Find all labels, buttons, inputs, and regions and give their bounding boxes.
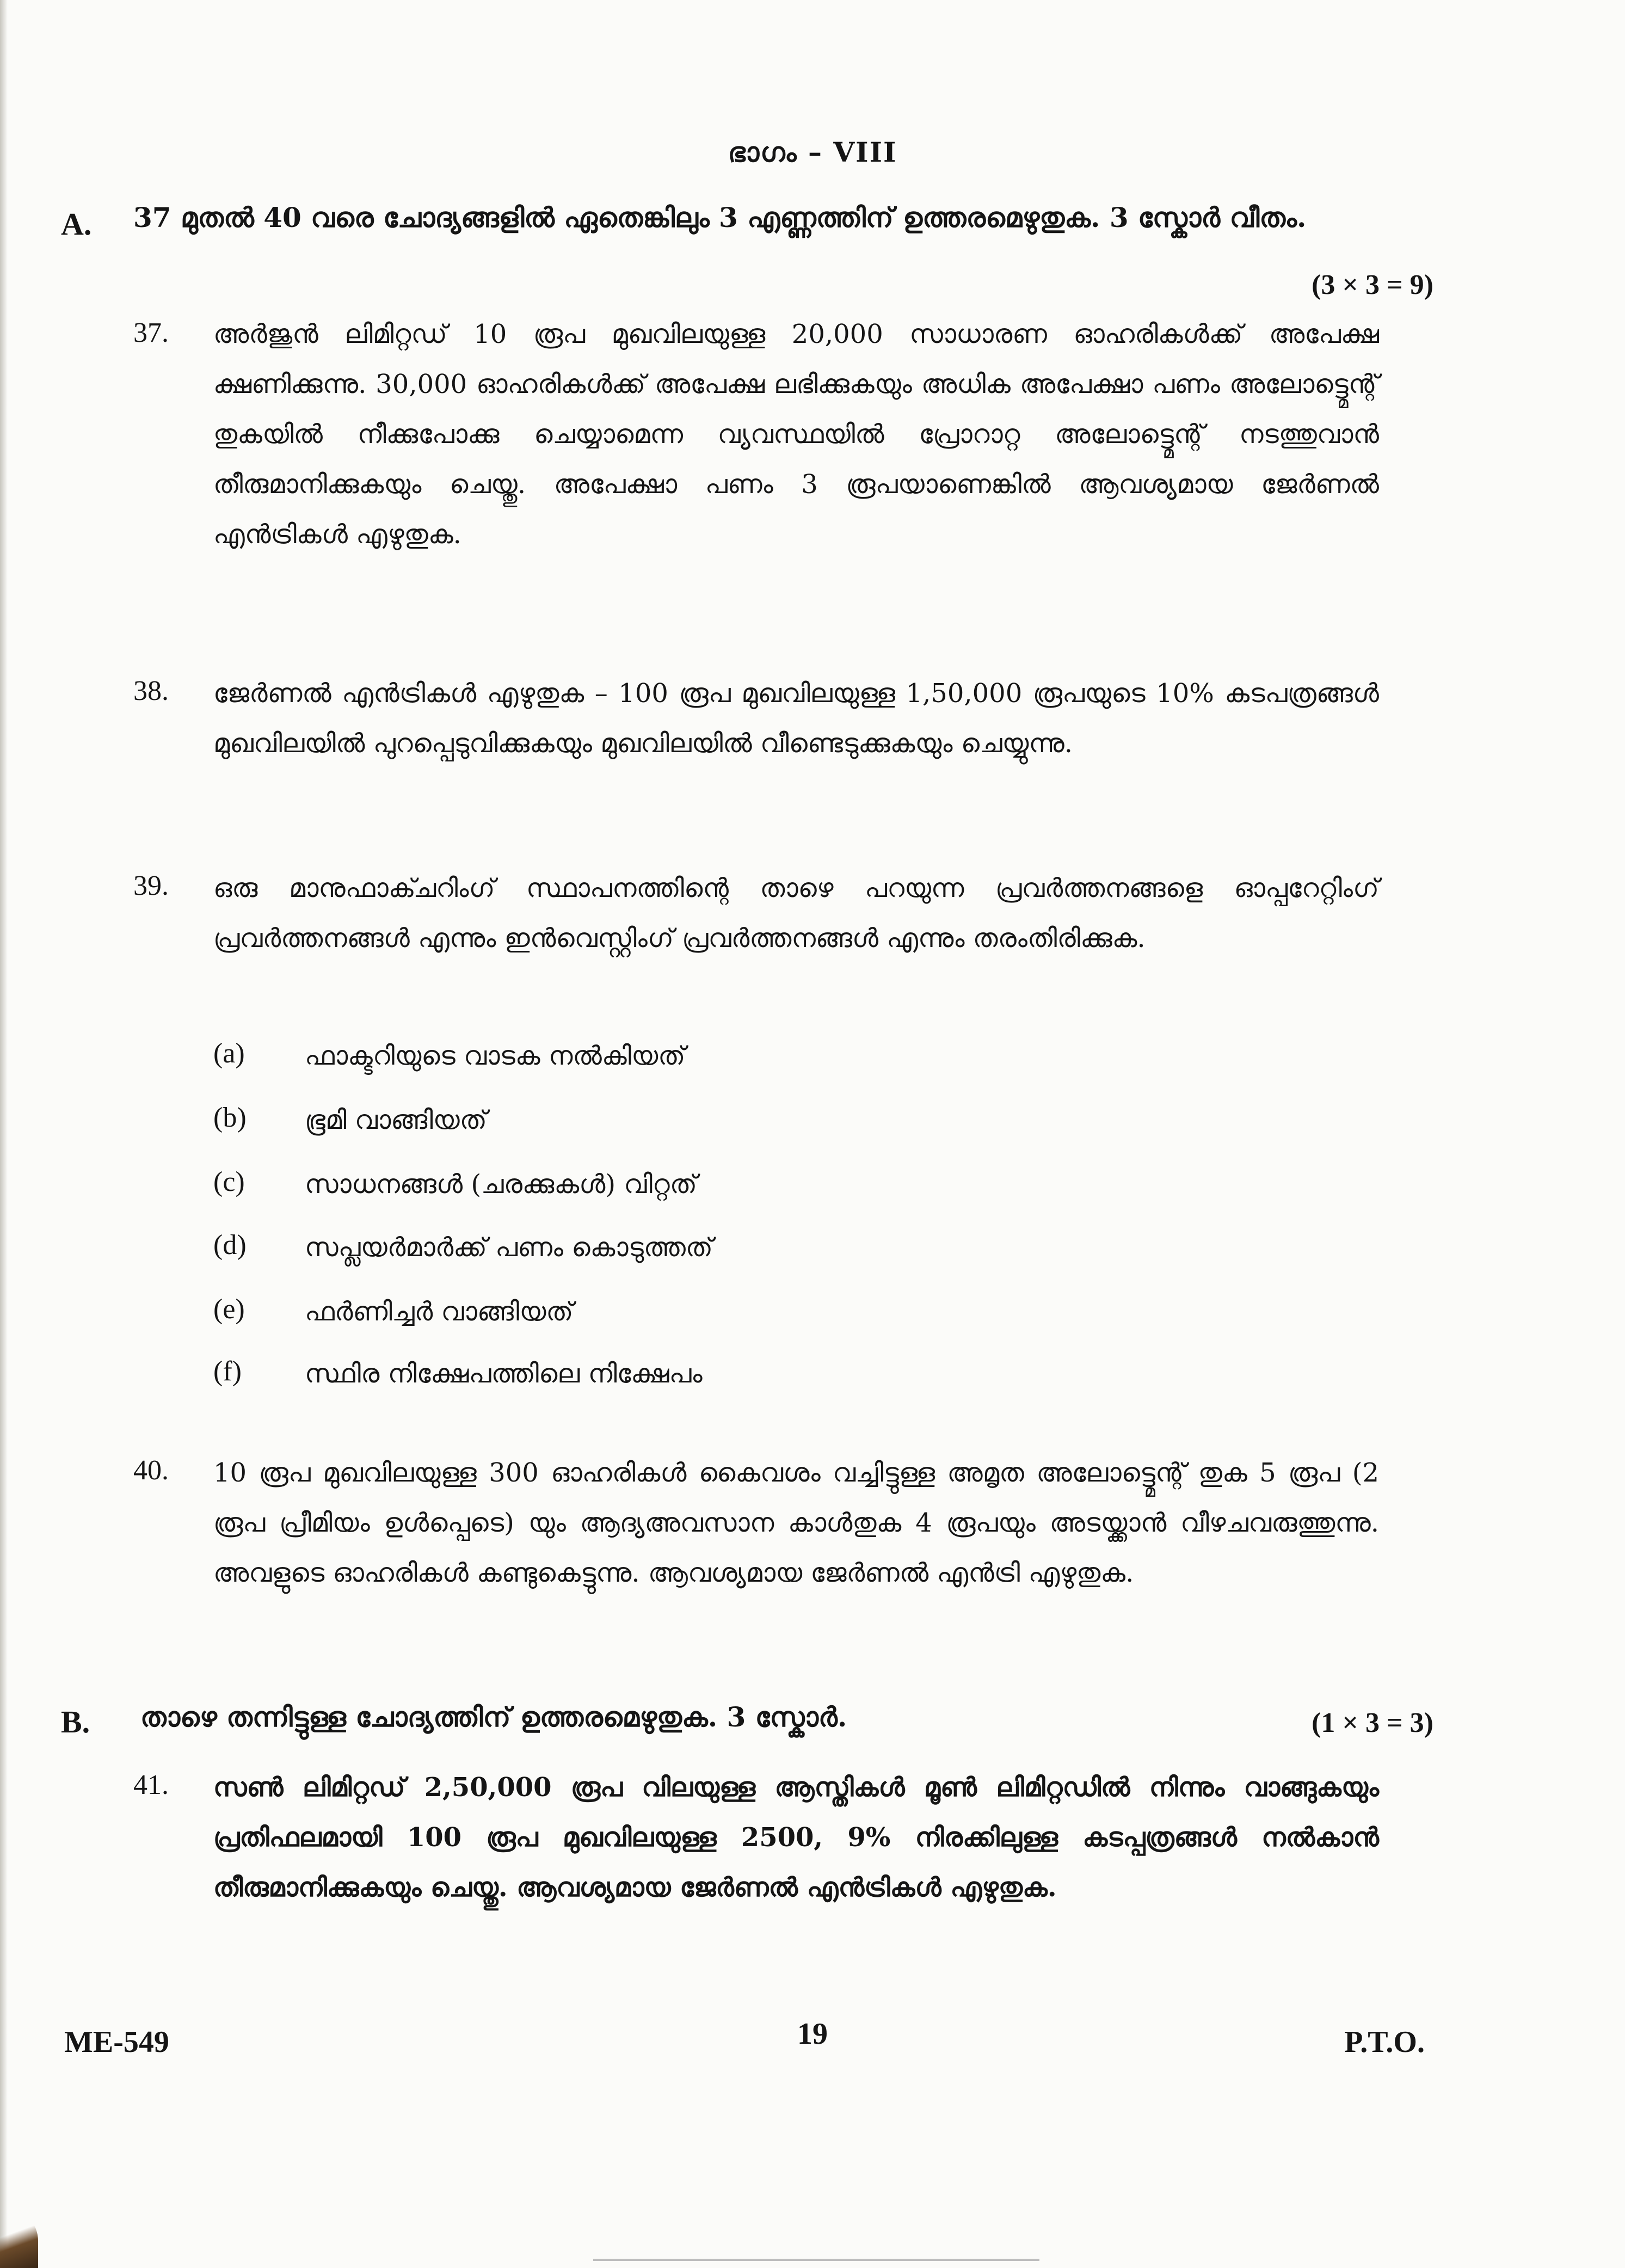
scan-corner-mark bbox=[0, 2208, 38, 2268]
bottom-edge-line bbox=[593, 2259, 1039, 2261]
section-a-score: (3 × 3 = 9) bbox=[1312, 269, 1433, 300]
question-text-38: ജേർണൽ എൻട്രികൾ എഴുതുക – 100 രൂപ മുഖവിലയുള്ള 1,50,000 രൂപയുടെ 10% കടപത്രങ്ങൾ മുഖവിലയിൽ പുറപ്പെടുവിക്കുകയും മുഖവിലയിൽ വീണ്ടെടുക്കുകയും ചെയ്യുന്നു. bbox=[213, 678, 1379, 759]
option-label-e: (e) bbox=[213, 1294, 245, 1325]
please-turn-over: P.T.O. bbox=[1344, 2025, 1425, 2059]
option-text-b: ഭൂമി വാങ്ങിയത് bbox=[305, 1105, 487, 1135]
section-b-score: (1 × 3 = 3) bbox=[1312, 1707, 1433, 1738]
section-a-instruction: 37 മുതൽ 40 വരെ ചോദ്യങ്ങളിൽ ഏതെങ്കിലും 3 എണ്ണത്തിന് ഉത്തരമെഴുതുക. 3 സ്കോർ വീതം. bbox=[133, 201, 1307, 233]
page-number: 19 bbox=[797, 2017, 828, 2051]
option-label-b: (b) bbox=[213, 1102, 247, 1133]
question-number-41: 41. bbox=[133, 1769, 169, 1800]
question-text-40: 10 രൂപ മുഖവിലയുള്ള 300 ഓഹരികൾ കൈവശം വച്ചിട്ടുള്ള അമൃത അലോട്ട്മെന്റ് തുക 5 രൂപ (2 രൂപ പ്രീമിയം ഉൾപ്പെടെ) യും ആദ്യഅവസാന കാൾതുക 4 രൂപയും അടയ്ക്കാൻ വീഴചവരുത്തുന്നു. അവളുടെ ഓഹരികൾ കണ്ടുകെട്ടുന്നു. ആവശ്യമായ ജേർണൽ എൻട്രി എഴുതുക. bbox=[213, 1458, 1379, 1588]
option-label-c: (c) bbox=[213, 1166, 245, 1197]
question-number-39: 39. bbox=[133, 870, 169, 901]
option-text-a: ഫാക്ടറിയുടെ വാടക നൽകിയത് bbox=[305, 1041, 686, 1071]
paper-code: ME-549 bbox=[64, 2025, 169, 2059]
part-title: ഭാഗം – VIII bbox=[728, 136, 897, 168]
page-edge-shadow bbox=[0, 0, 8, 2268]
option-label-f: (f) bbox=[213, 1356, 242, 1387]
question-number-40: 40. bbox=[133, 1455, 169, 1486]
option-text-d: സപ്ലയർമാർക്ക് പണം കൊടുത്തത് bbox=[305, 1232, 713, 1263]
option-label-d: (d) bbox=[213, 1230, 247, 1261]
question-text-41: സൺ ലിമിറ്റഡ് 2,50,000 രൂപ വിലയുള്ള ആസ്തികൾ മൂൺ ലിമിറ്റഡിൽ നിന്നും വാങ്ങുകയും പ്രതിഫലമായി 100 രൂപ മുഖവിലയുള്ള 2500, 9% നിരക്കിലുള്ള കടപ്പത്രങ്ങൾ നൽകാൻ തീരുമാനിക്കുകയും ചെയ്തു. ആവശ്യമായ ജേർണൽ എൻട്രികൾ എഴുതുക. bbox=[213, 1772, 1379, 1903]
option-text-f: സ്ഥിര നിക്ഷേപത്തിലെ നിക്ഷേപം bbox=[305, 1359, 703, 1389]
question-text-39: ഒരു മാനുഫാക്ചറിംഗ് സ്ഥാപനത്തിന്റെ താഴെ പറയുന്ന പ്രവർത്തനങ്ങളെ ഓപ്പറേറ്റിംഗ് പ്രവർത്തനങ്ങൾ എന്നും ഇൻവെസ്റ്റിംഗ് പ്രവർത്തനങ്ങൾ എന്നും തരംതിരിക്കുക. bbox=[213, 873, 1379, 954]
option-text-c: സാധനങ്ങൾ (ചരക്കുകൾ) വിറ്റത് bbox=[305, 1169, 697, 1200]
section-b-instruction: താഴെ തന്നിട്ടുള്ള ചോദ്യത്തിന് ഉത്തരമെഴുതുക. 3 സ്കോർ. bbox=[140, 1701, 847, 1733]
section-a-label: A. bbox=[61, 206, 92, 242]
option-label-a: (a) bbox=[213, 1038, 245, 1069]
question-number-37: 37. bbox=[133, 317, 169, 348]
option-text-e: ഫർണിച്ചർ വാങ്ങിയത് bbox=[305, 1296, 574, 1327]
question-number-38: 38. bbox=[133, 675, 169, 706]
question-text-37: അർജുൻ ലിമിറ്റഡ് 10 രൂപ മുഖവിലയുള്ള 20,000 സാധാരണ ഓഹരികൾക്ക് അപേക്ഷ ക്ഷണിക്കുന്നു. 30,000 ഓഹരികൾക്ക് അപേക്ഷ ലഭിക്കുകയും അധിക അപേക്ഷാ പണം അലോട്ട്മെന്റ് തുകയിൽ നീക്കുപോക്കു ചെയ്യാമെന്ന വ്യവസ്ഥയിൽ പ്രോറാറ്റ അലോട്ട്മെന്റ് നടത്തുവാൻ തീരുമാനിക്കുകയും ചെയ്തു. അപേക്ഷാ പണം 3 രൂപയാണെങ്കിൽ ആവശ്യമായ ജേർണൽ എൻട്രികൾ എഴുതുക. bbox=[213, 319, 1379, 550]
section-b-label: B. bbox=[61, 1704, 90, 1740]
